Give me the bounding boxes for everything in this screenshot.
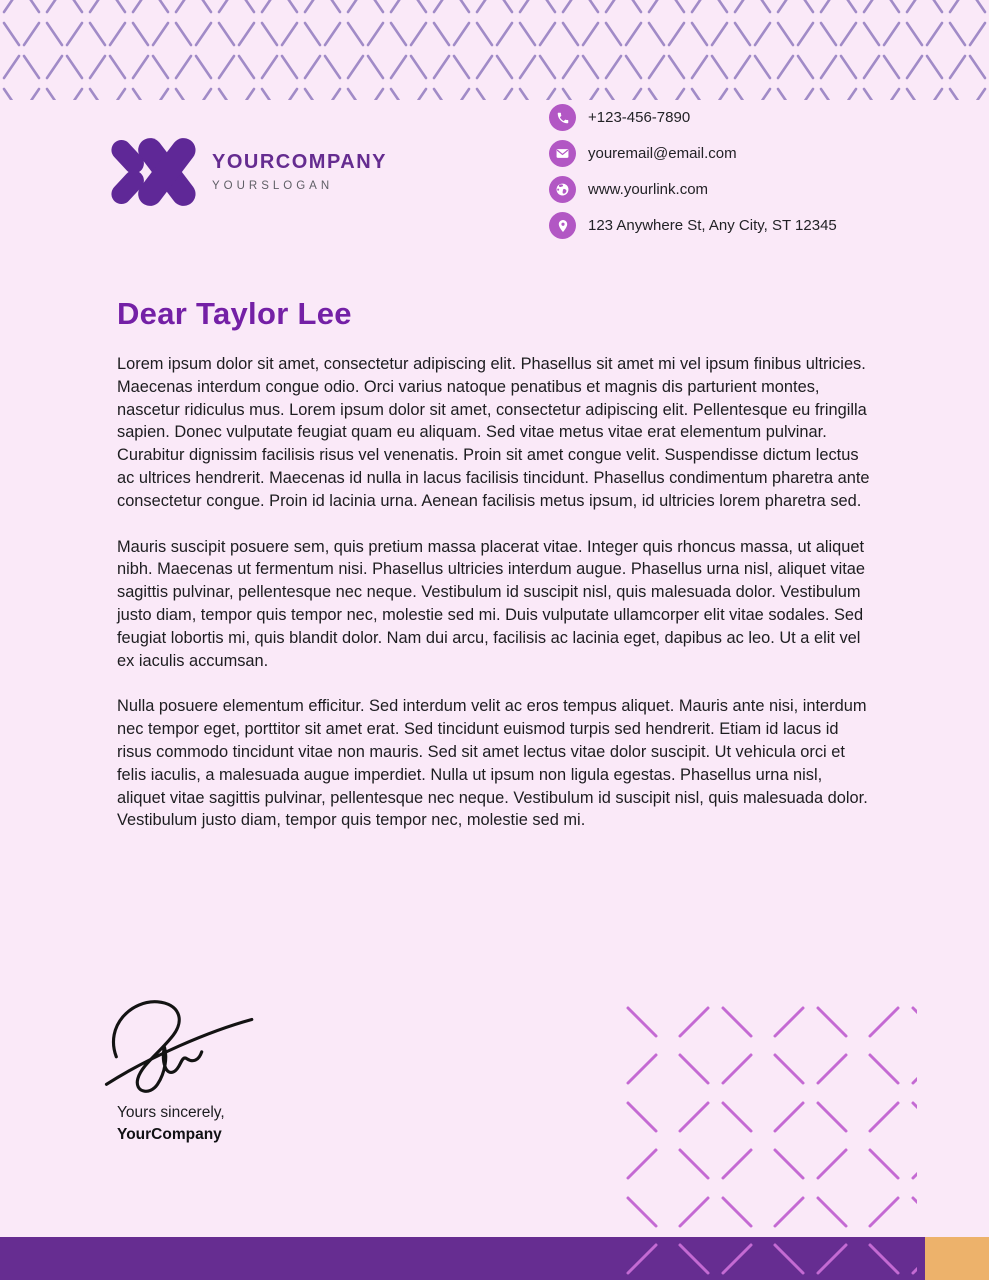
phone-icon — [549, 104, 576, 131]
greeting-heading: Dear Taylor Lee — [117, 296, 352, 331]
brand-text — [212, 151, 387, 192]
valediction-text: Yours sincerely, — [117, 1104, 225, 1121]
website-url: www.yourlink.com — [588, 181, 709, 198]
street-address: 123 Anywhere St, Any City, ST 12345 — [588, 217, 837, 234]
bottom-lattice-pattern — [620, 1000, 917, 1280]
contact-row-email — [549, 140, 929, 167]
footer-orange-accent — [925, 1237, 989, 1280]
company-slogan: YOURSLOGAN — [212, 180, 334, 192]
company-logo-icon — [110, 137, 196, 207]
contact-list — [549, 104, 929, 239]
closing-block — [100, 992, 270, 1144]
brand-block — [110, 104, 387, 239]
contact-row-address — [549, 212, 929, 239]
letterhead-header — [110, 104, 929, 239]
contact-row-phone — [549, 104, 929, 131]
signatory-name: YourCompany — [117, 1126, 222, 1143]
location-icon — [549, 212, 576, 239]
top-lattice-pattern — [0, 0, 989, 100]
paragraph-3: Nulla posuere elementum efficitur. Sed interdum velit ac eros tempus aliquet. Mauris ante nisi, interdum nec tempor eget, porttitor sit amet erat. Sed tincidunt euismod turpis sed hendrerit. Etiam id lacus id risus commodo tincidunt vitae non mauris. Sed sit amet lectus vitae dolor suscipit. Ut vehicula orci et felis iaculis, a malesuada augue imperdiet. Nulla ut ipsum non ligula egestas. Phasellus urna nisl, aliquet vitae sagittis pulvinar, pellentesque nec neque. Vestibulum id suscipit nisl, quis malesuada dolor. Vestibulum justo diam, tempor quis tempor nec, molestie sed mi. — [117, 697, 868, 830]
globe-icon — [549, 176, 576, 203]
company-name: YOURCOMPANY — [212, 151, 388, 173]
paragraph-2: Mauris suscipit posuere sem, quis pretium massa placerat vitae. Integer quis rhoncus massa, ut aliquet nibh. Maecenas ut fermentum nisi. Phasellus ultricies interdum augue. Phasellus urna nisl, aliquet vitae sagittis pulvinar, pellentesque nec neque. Vestibulum id suscipit nisl, quis malesuada dolor. Vestibulum justo diam, tempor quis tempor nec, molestie sed mi. Duis vulputate ullamcorper elit vitae sodales. Sed feugiat lobortis mi, quis blandit dolor. Nam dui arcu, facilisis ac lacinia eget, dapibus ac leo. Ut a elit vel ex iaculis accumsan. — [117, 537, 865, 670]
signature-image — [102, 992, 270, 1100]
contact-row-website — [549, 176, 929, 203]
paragraph-1: Lorem ipsum dolor sit amet, consectetur adipiscing elit. Phasellus sit amet mi vel ipsum finibus ultricies. Maecenas interdum congue odio. Orci varius natoque penatibus et magnis dis parturient montes, nascetur ridiculus mus. Lorem ipsum dolor sit amet, consectetur adipiscing elit. Pellentesque eu fringilla sapien. Donec vulputate feugiat quam eu aliquam. Sed vitae metus vitae erat elementum pulvinar. Curabitur dignissim facilisis risus vel venenatis. Proin sit amet congue velit. Suspendisse dictum lectus ac ultrices hendrerit. Maecenas id nulla in lacus facilisis tincidunt. Phasellus condimentum pharetra ante consectetur congue. Proin id lacinia urna. Aenean facilisis metus ipsum, id ultricies lorem pharetra sed. — [117, 355, 870, 510]
letter-body — [117, 296, 875, 855]
email-icon — [549, 140, 576, 167]
email-address: youremail@email.com — [588, 145, 737, 162]
phone-number: +123-456-7890 — [588, 109, 691, 126]
